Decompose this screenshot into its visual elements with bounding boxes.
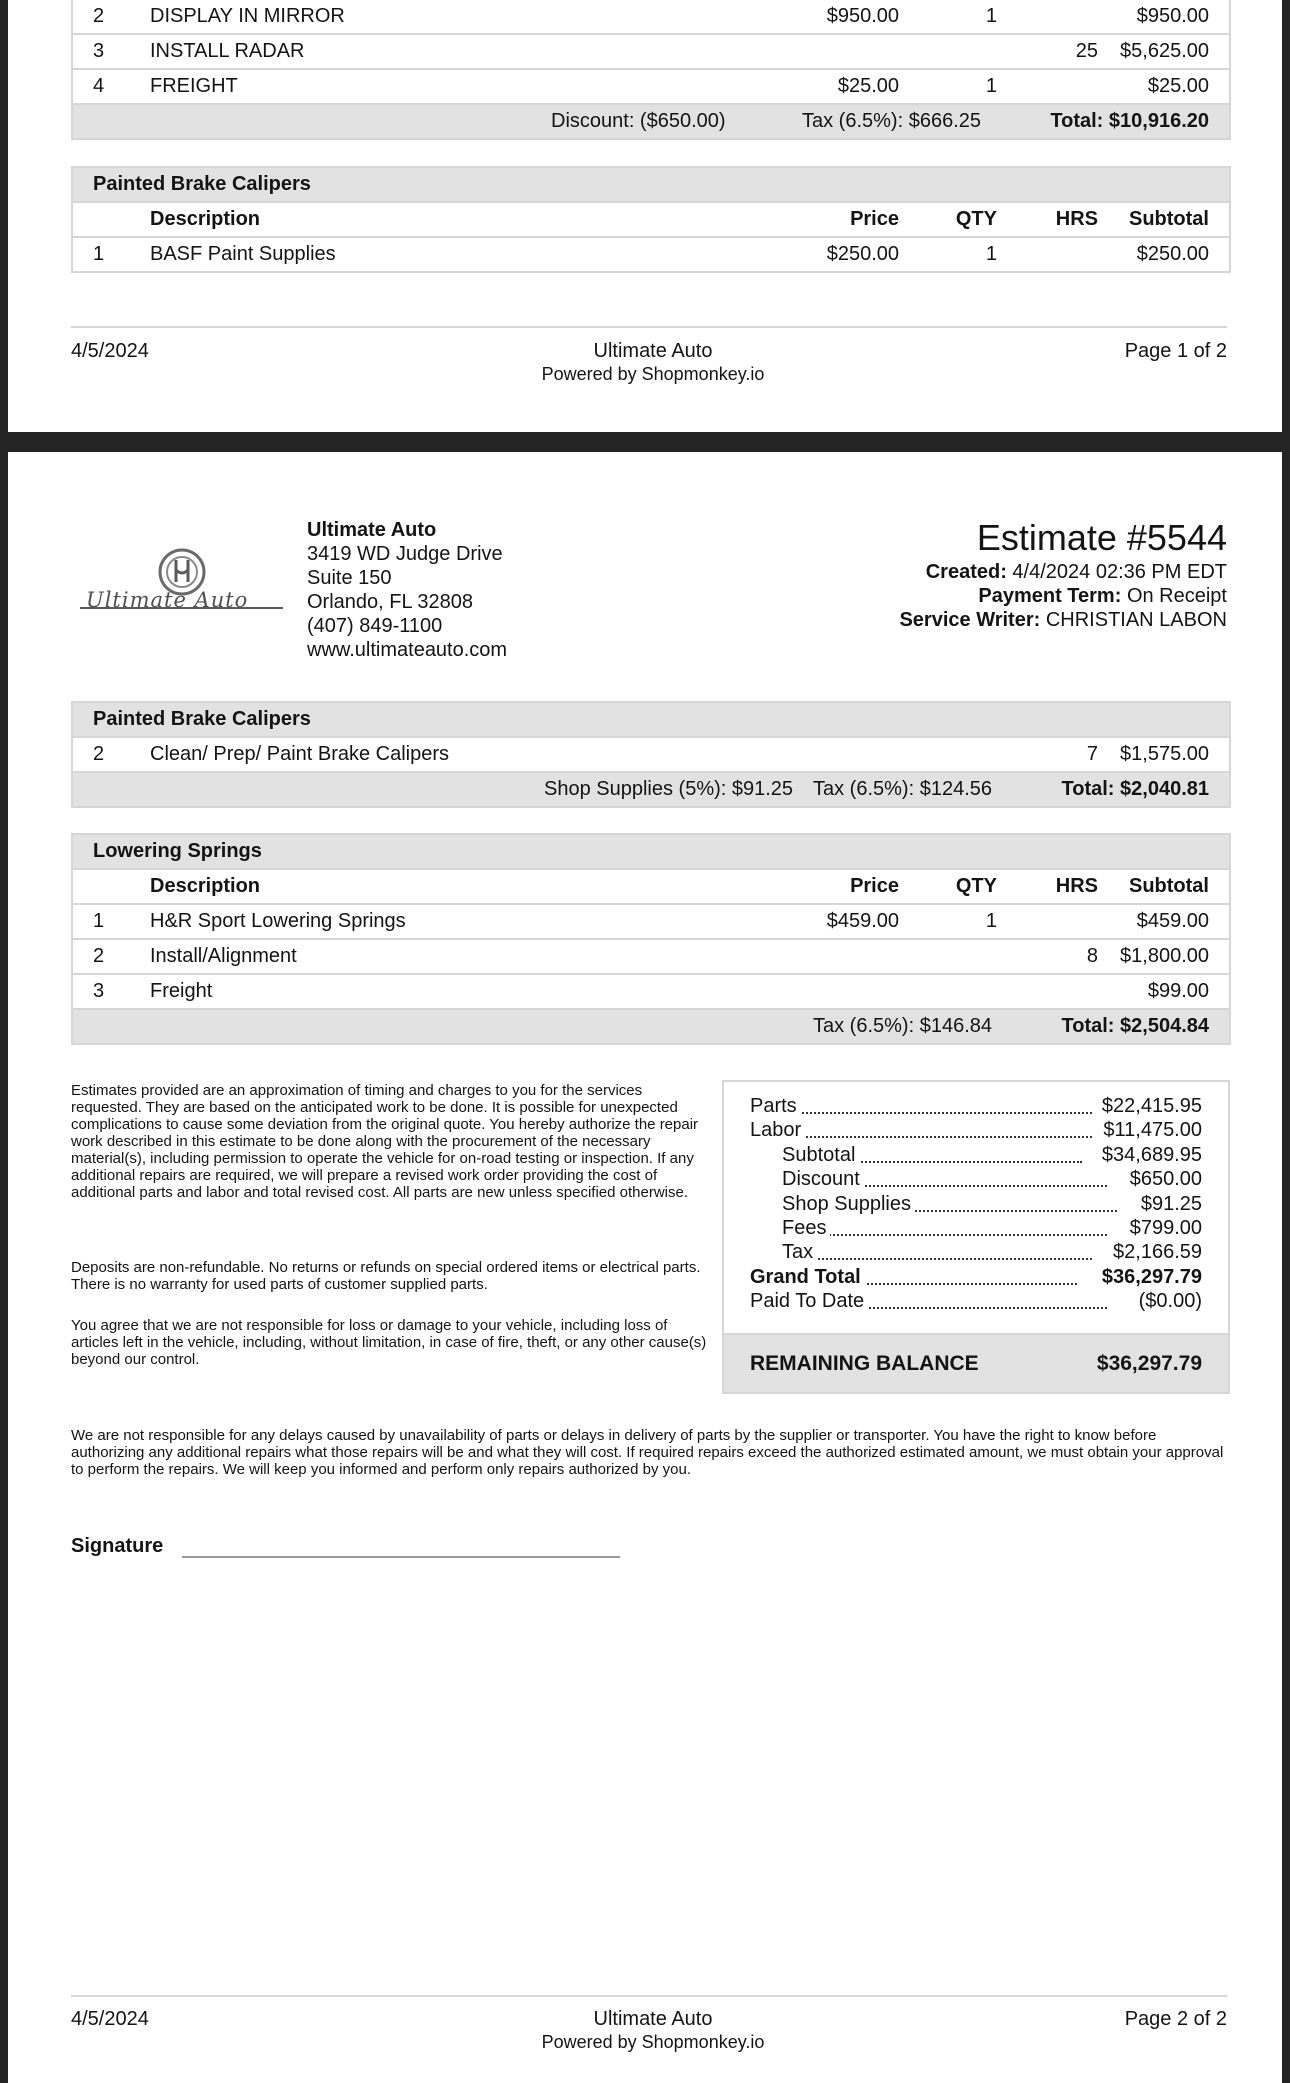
footer-powered-by: Powered by Shopmonkey.io [541,364,765,384]
shop-supplies-total: Shop Supplies (5%): $91.25 [544,778,794,800]
summary-label: Paid To Date [750,1289,868,1313]
group-title: Painted Brake Calipers [93,173,311,195]
summary-parts [750,1094,1202,1118]
painted-calipers-table-continued [71,701,1231,808]
summary-label: Subtotal [782,1143,859,1167]
item-description: DISPLAY IN MIRROR [150,5,345,27]
remaining-balance-value: $36,297.79 [1096,1352,1202,1375]
company-logo [78,546,288,626]
company-city-state-zip: Orlando, FL 32808 [307,591,474,613]
signature-label: Signature [71,1535,164,1557]
col-hrs: HRS [1055,875,1098,897]
item-qty: 1 [985,75,997,97]
item-subtotal: $950.00 [1136,5,1209,27]
item-description: Freight [150,980,213,1002]
tax-total: Tax (6.5%): $666.25 [802,110,981,132]
totals-summary [722,1080,1230,1394]
table-totals-row [73,105,1229,140]
item-description: H&R Sport Lowering Springs [150,910,406,932]
item-subtotal: $250.00 [1136,243,1209,265]
created-value: 4/4/2024 02:36 PM EDT [1012,561,1227,583]
item-qty: 1 [985,910,997,932]
company-website: www.ultimateauto.com [307,639,508,661]
logo-emblem-icon [78,546,288,626]
tax-total: Tax (6.5%): $124.56 [813,778,992,800]
group-total: Total: $10,916.20 [1050,110,1209,132]
summary-label: Shop Supplies [782,1192,915,1216]
item-subtotal: $99.00 [1147,980,1209,1002]
summary-label: Discount [782,1167,864,1191]
company-info [307,518,507,662]
company-name: Ultimate Auto [307,519,437,541]
summary-label: Parts [750,1094,801,1118]
summary-label: Grand Total [750,1265,865,1289]
table-row [73,238,1229,273]
summary-subtotal [782,1143,1202,1167]
tax-total: Tax (6.5%): $146.84 [813,1015,992,1037]
footer-company: Ultimate Auto [593,2008,713,2030]
footer-page-number: Page 1 of 2 [1124,340,1227,362]
item-hours: 25 [1075,40,1098,62]
group-title: Lowering Springs [93,840,262,862]
summary-value: $2,166.59 [1107,1240,1202,1264]
item-price: $950.00 [826,5,899,27]
column-header-row [73,870,1229,905]
company-address-line1: 3419 WD Judge Drive [307,543,503,565]
summary-value: $11,475.00 [1097,1118,1202,1142]
item-number: 4 [93,75,105,97]
table-row [73,905,1229,940]
summary-fees [782,1216,1202,1240]
estimate-created [899,560,1227,584]
table-totals-row [73,773,1229,808]
group-header [73,833,1229,870]
table-row [73,35,1229,70]
col-qty: QTY [955,208,997,230]
remaining-balance-label: REMAINING BALANCE [750,1352,979,1375]
item-description: BASF Paint Supplies [150,243,336,265]
service-writer-label: Service Writer: [899,609,1041,631]
payment-term-label: Payment Term: [978,585,1122,607]
summary-tax [782,1240,1202,1264]
summary-label: Tax [782,1240,817,1264]
summary-labor [750,1118,1202,1142]
estimate-page-1 [8,0,1282,432]
payment-term-value: On Receipt [1126,585,1227,607]
summary-shop-supplies [782,1192,1202,1216]
company-address-line2: Suite 150 [307,567,392,589]
disclaimer-deposits: Deposits are non-refundable. No returns or refunds on special ordered items or electrical parts. There is no warranty for used parts of customer supplied parts. [71,1259,701,1293]
item-qty: 1 [985,5,997,27]
estimate-title: Estimate #5544 [976,517,1227,558]
item-number: 2 [93,743,105,765]
estimate-service-writer [899,608,1227,632]
item-subtotal: $25.00 [1147,75,1209,97]
item-qty: 1 [985,243,997,265]
group-total: Total: $2,504.84 [1061,1015,1209,1037]
summary-value: $91.25 [1135,1192,1202,1216]
table-row [73,738,1229,773]
col-qty: QTY [955,875,997,897]
table-row [73,70,1229,105]
col-price: Price [850,875,899,897]
item-description: Clean/ Prep/ Paint Brake Calipers [150,743,450,765]
disclaimer-delays: We are not responsible for any delays caused by unavailability of parts or delays in delivery of parts by the supplier or transporter. You have the right to know before authorizing any additional repairs what those repairs will be and what they will cost. If required repairs exceed the authorized estimated amount, we must obtain your approval to perform the repairs. We will keep you informed and perform only repairs authorized by you. [71,1427,1224,1478]
item-subtotal: $5,625.00 [1120,40,1209,62]
item-subtotal: $459.00 [1136,910,1209,932]
item-number: 1 [93,243,105,265]
item-description: Install/Alignment [150,945,297,967]
col-description: Description [150,208,261,230]
item-description: INSTALL RADAR [150,40,305,62]
item-number: 2 [93,5,105,27]
group-title: Painted Brake Calipers [93,708,311,730]
summary-label: Fees [782,1216,830,1240]
group-header [73,701,1229,738]
col-hrs: HRS [1055,208,1098,230]
footer-center [483,339,823,385]
footer-powered-by: Powered by Shopmonkey.io [541,2032,765,2052]
table-row [73,975,1229,1010]
item-number: 1 [93,910,105,932]
summary-discount [782,1167,1202,1191]
item-subtotal: $1,800.00 [1120,945,1209,967]
summary-paid-to-date [750,1289,1202,1313]
item-hours: 8 [1086,945,1098,967]
col-description: Description [150,875,261,897]
item-subtotal: $1,575.00 [1120,743,1209,765]
signature-line[interactable] [182,1556,620,1558]
table-totals-row [73,1010,1229,1045]
summary-grand-total [750,1265,1202,1289]
group-total: Total: $2,040.81 [1061,778,1209,800]
estimate-payment-term [899,584,1227,608]
table-row [73,0,1229,35]
summary-value: $799.00 [1124,1216,1202,1240]
col-subtotal: Subtotal [1129,208,1209,230]
painted-calipers-table [71,166,1231,273]
item-number: 3 [93,980,105,1002]
column-header-row [73,203,1229,238]
summary-value: $650.00 [1124,1167,1202,1191]
item-description: FREIGHT [150,75,238,97]
footer-divider [71,326,1227,328]
summary-value: ($0.00) [1133,1289,1202,1313]
dot-leader [782,1240,1092,1260]
item-price: $250.00 [826,243,899,265]
footer-page-number: Page 2 of 2 [1124,2008,1227,2030]
group-header [73,166,1229,203]
footer-date: 4/5/2024 [71,340,149,362]
disclaimer-liability: You agree that we are not responsible for loss or damage to your vehicle, including loss of articles left in the vehicle, including, without limitation, in case of fire, theft, or any other cause(s) beyond our control. [71,1317,707,1368]
item-number: 3 [93,40,105,62]
summary-value: $22,415.95 [1096,1094,1202,1118]
logo-wordmark: Ultimate Auto [86,588,249,612]
item-price: $25.00 [837,75,899,97]
col-subtotal: Subtotal [1129,875,1209,897]
disclaimer-estimate-terms: Estimates provided are an approximation of timing and charges to you for the services requested. They are based on the anticipated work to be done. It is possible for unexpected complications to cause some deviation from the original quote. You hereby authorize the repair work described in this estimate to be done along with the procurement of the necessary material(s), including permission to operate the vehicle for on-road testing or inspection. If any additional repairs are required, we will prepare a revised work order providing the cost of additional parts and labor and total revised cost. All parts are new unless specified otherwise. [71,1082,699,1201]
summary-value: $34,689.95 [1096,1143,1202,1167]
col-price: Price [850,208,899,230]
discount-total: Discount: ($650.00) [551,110,726,132]
footer-divider [71,1995,1227,1997]
table-row [73,940,1229,975]
remaining-balance [724,1333,1228,1392]
line-items-table-continued [71,0,1231,140]
estimate-info [899,516,1227,632]
item-hours: 7 [1086,743,1098,765]
footer-date: 4/5/2024 [71,2008,149,2030]
estimate-page-2 [8,452,1282,2083]
dot-leader [782,1216,1107,1236]
service-writer-value: CHRISTIAN LABON [1045,609,1227,631]
summary-label: Labor [750,1118,805,1142]
item-price: $459.00 [826,910,899,932]
footer-center [483,2007,823,2053]
footer-company: Ultimate Auto [593,340,713,362]
lowering-springs-table [71,833,1231,1045]
created-label: Created: [925,561,1007,583]
item-number: 2 [93,945,105,967]
dot-leader [750,1094,1092,1114]
summary-value: $36,297.79 [1096,1265,1202,1289]
company-phone: (407) 849-1100 [307,615,443,637]
